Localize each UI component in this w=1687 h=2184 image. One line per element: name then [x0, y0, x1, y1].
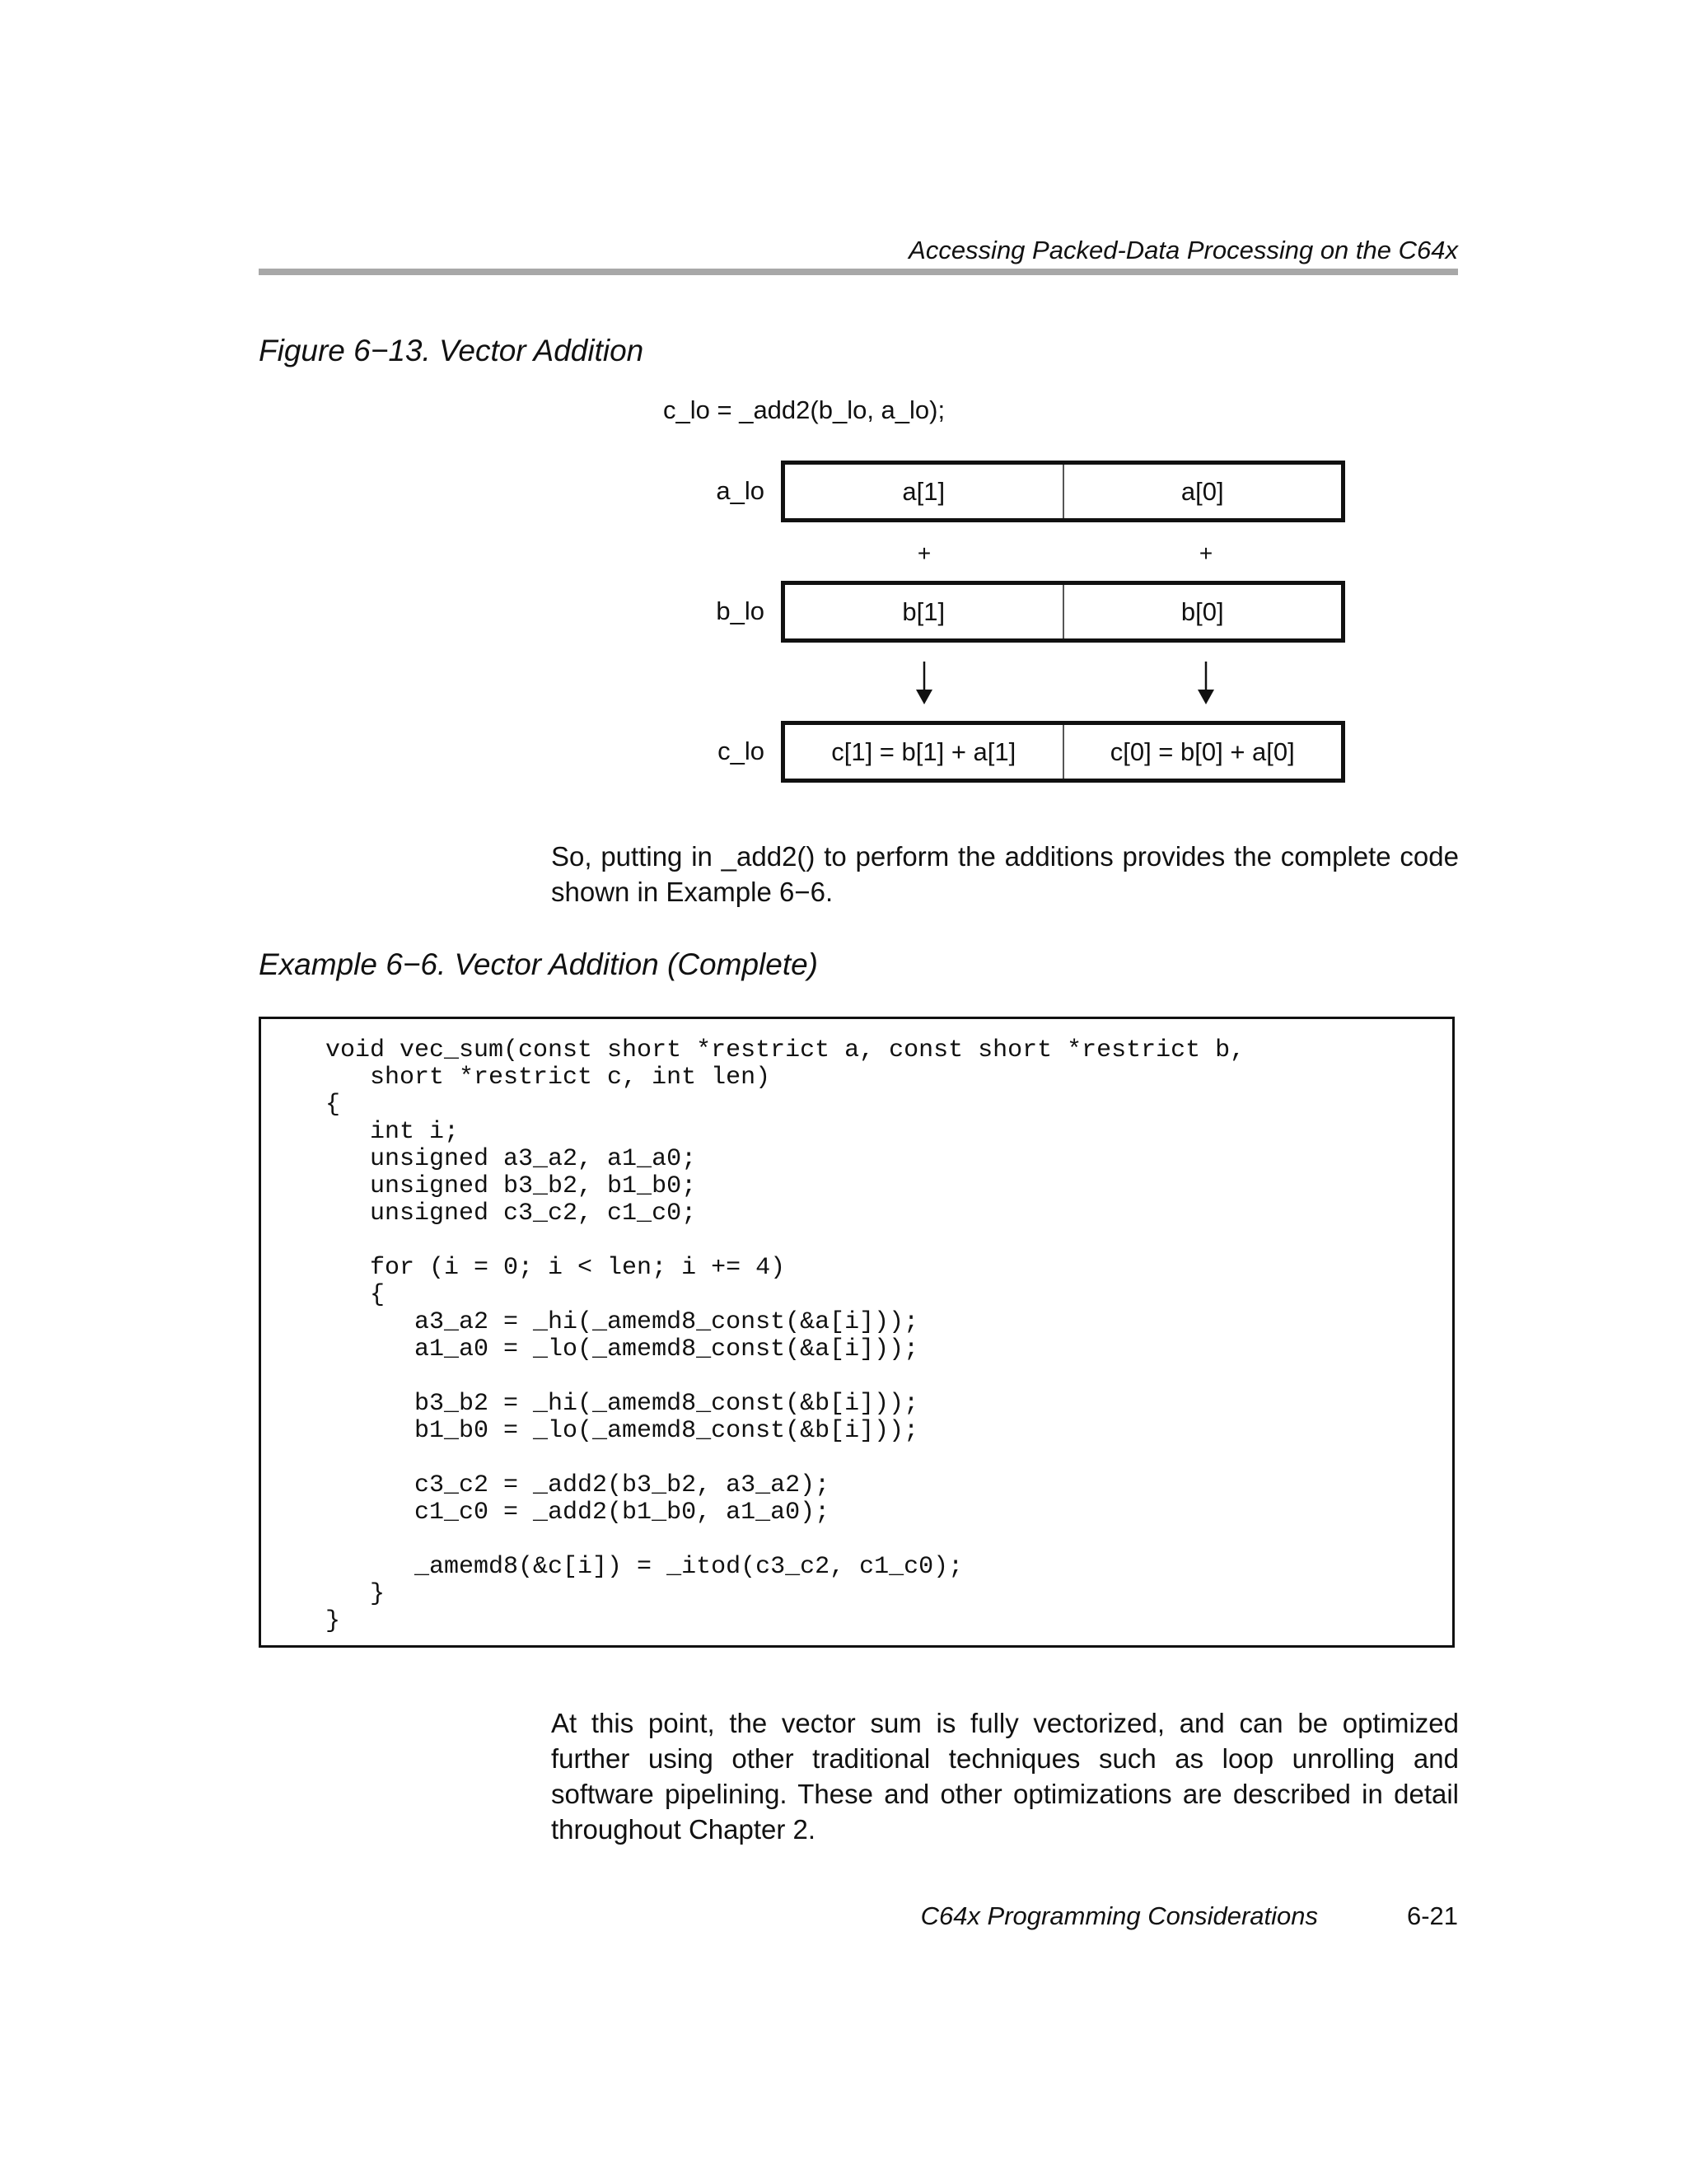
down-arrow-icon [912, 662, 937, 704]
register-label-a-lo: a_lo [716, 476, 764, 505]
footer-title: C64x Programming Considerations [920, 1901, 1318, 1930]
down-arrow-icon [1194, 662, 1218, 704]
register-label-b-lo: b_lo [716, 596, 764, 625]
body-paragraph: So, putting in _add2() to perform the additions provides the complete code shown in Example 6−6. [551, 841, 1459, 907]
example-caption: Example 6−6. Vector Addition (Complete) [259, 947, 819, 981]
page-number: 6-21 [1406, 1901, 1458, 1930]
register-a-lo [781, 461, 1345, 522]
register-cell: c[1] = b[1] + a[1] [831, 737, 1016, 766]
register-cell: b[0] [1063, 585, 1342, 638]
register-cell: a[0] [1063, 465, 1342, 518]
figure-caption: Figure 6−13. Vector Addition [259, 334, 644, 367]
running-header: Accessing Packed-Data Processing on the C64x [909, 236, 1458, 264]
register-c-lo [781, 721, 1345, 783]
body-paragraph: At this point, the vector sum is fully vectorized, and can be optimized further using other traditional techniques such as loop unrolling and software pipelining. These and other optimizations are described in detail throughout Chapter 2. [551, 1708, 1459, 1845]
header-rule [259, 269, 1458, 275]
plus-sign: + [917, 540, 932, 566]
diagram-title: c_lo = _add2(b_lo, a_lo); [663, 395, 946, 424]
code-listing-box [259, 1017, 1455, 1648]
plus-sign: + [1199, 540, 1213, 566]
register-cell: b[1] [902, 596, 946, 626]
register-cell: a[1] [902, 476, 946, 506]
register-b-lo [781, 581, 1345, 643]
register-label-c-lo: c_lo [717, 737, 764, 765]
code-listing: void vec_sum(const short *restrict a, const short *restrict b, short *restrict c, int len) { int i; unsigned a3_a2, a1_a0; unsigned b3_b2, b1_b0; unsigned c3_c2, c1_c0; for (i = 0; i < len; i += 4) { a3_a2 = _hi(_amemd8_const(&a[i])); a1_a0 = _lo(_amemd8_const(&a[i])); b3_b2 = _hi(_amemd8_const(&b[i])); b1_b0 = _lo(_amemd8_const(&b[i])); c3_c2 = _add2(b3_b2, a3_a2); c1_c0 = _add2(b1_b0, a1_a0); _amemd8(&c[i]) = _itod(c3_c2, c1_c0); } } [325, 1036, 1245, 1635]
register-cell: c[0] = b[0] + a[0] [1063, 725, 1342, 779]
